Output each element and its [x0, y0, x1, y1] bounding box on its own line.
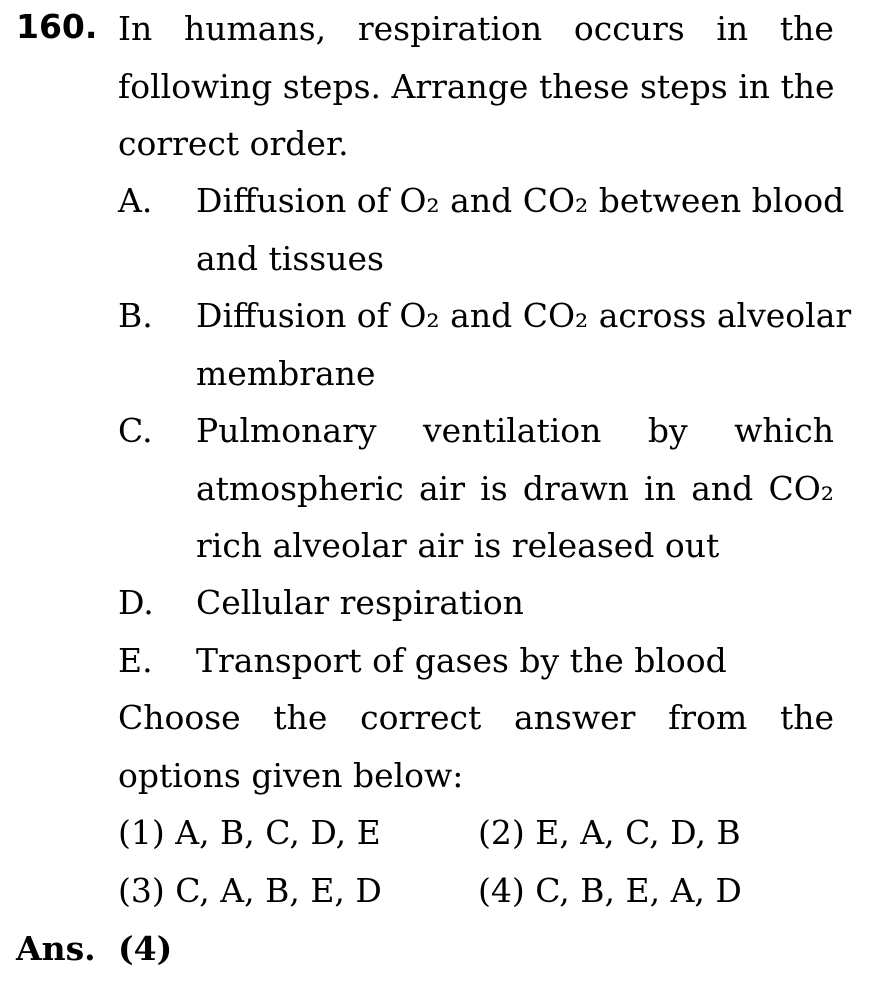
stem-word: In: [118, 9, 153, 48]
stem-word: humans,: [184, 9, 327, 48]
stem-word: in: [716, 9, 749, 48]
stem-word: the: [779, 9, 834, 48]
statement-word: which: [734, 411, 834, 450]
statement-line: Transport of gases by the blood: [196, 641, 727, 680]
statement-text: [196, 172, 845, 287]
statement-line: and tissues: [196, 238, 384, 278]
statement-line: atmospheric air is drawn in and CO₂: [196, 468, 834, 508]
statement-line: Diffusion of O₂ and CO₂ across alveolar: [196, 296, 852, 335]
answer-value: (4): [118, 929, 173, 968]
question-stem: [118, 0, 834, 173]
statement-text: [196, 632, 834, 690]
instruction-word: Choose: [118, 698, 241, 737]
statement-label: B.: [118, 296, 153, 335]
statement-line: membrane: [196, 353, 376, 393]
stem-line-2: following steps. Arrange these steps in the: [118, 66, 835, 106]
statement-text: [196, 287, 852, 402]
statement-word: ventilation: [423, 411, 602, 450]
instruction-line-2: options given below:: [118, 755, 464, 795]
instruction: [118, 689, 834, 804]
statement-word: by: [647, 411, 688, 450]
statement-line: rich alveolar air is released out: [196, 526, 720, 565]
instruction-word: the: [273, 698, 328, 737]
statement-word: Pulmonary: [196, 411, 377, 450]
answer-label: Ans.: [16, 929, 96, 968]
instruction-word: the: [779, 698, 834, 737]
option-2[interactable]: (2) E, A, C, D, B: [478, 813, 741, 852]
statement-line: Cellular respiration: [196, 583, 524, 622]
statement-label: A.: [118, 181, 153, 220]
statement-line: [196, 402, 834, 460]
statement-line: Diffusion of O₂ and CO₂ between blood: [196, 181, 845, 220]
option-3[interactable]: (3) C, A, B, E, D: [118, 871, 382, 910]
stem-line-1: [118, 0, 834, 58]
instruction-word: from: [668, 698, 748, 737]
statement-label: C.: [118, 411, 153, 450]
stem-word: occurs: [573, 9, 685, 48]
statement-label: E.: [118, 641, 153, 680]
option-1[interactable]: (1) A, B, C, D, E: [118, 813, 381, 852]
option-4[interactable]: (4) C, B, E, A, D: [478, 871, 742, 910]
instruction-word: answer: [513, 698, 636, 737]
statement-text: [196, 574, 834, 632]
stem-line-3: correct order.: [118, 124, 349, 163]
stem-word: respiration: [357, 9, 543, 48]
statement-text: [196, 402, 834, 575]
statement-label: D.: [118, 583, 154, 622]
instruction-word: correct: [360, 698, 482, 737]
instruction-line-1: [118, 689, 834, 747]
question-number: 160.: [16, 7, 98, 46]
